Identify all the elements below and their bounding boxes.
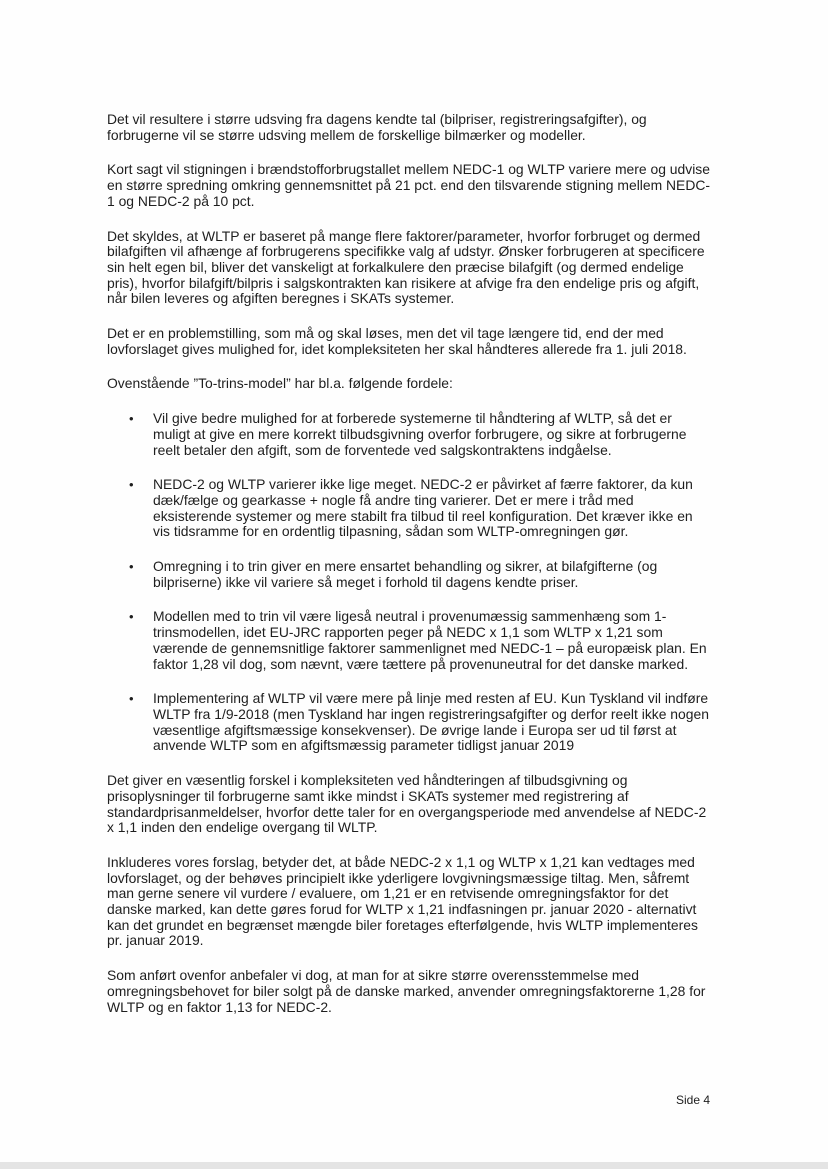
list-item-text: Vil give bedre mulighed for at forberede systemerne til håndtering af WLTP, så det er muligt at give en mere korrekt tilbudsgivning overfor forbrugere, og sikre at forbrugerne reelt betaler den afgift, som de forventede ved salgskontraktens indgåelse. (153, 410, 687, 458)
paragraph-1: Det vil resultere i større udsving fra dagens kendte tal (bilpriser, registreringsafgifter), og forbrugerne vil se større udsving mellem de forskellige bilmærker og modeller. (107, 111, 647, 143)
paragraph-6: Det giver en væsentlig forskel i kompleksiteten ved håndteringen af tilbudsgivning og prisoplysninger til forbrugerne samt ikke mindst i SKATs systemer med registrering af standardprisanmeldelser, hvorfor dette taler for en overgangsperiode med anvendelse af NEDC-2 x 1,1 inden den endelige overgang til WLTP. (107, 772, 707, 836)
paragraph-2: Kort sagt vil stigningen i brændstofforbrugstallet mellem NEDC-1 og WLTP variere mere og udvise en større spredning omkring gennemsnittet på 21 pct. end den tilsvarende stigning mellem NEDC-1 og NEDC-2 på 10 pct. (107, 161, 711, 209)
list-item-text: Modellen med to trin vil være ligeså neutral i provenumæssig sammenhæng som 1-trinsmodellen, idet EU-JRC rapporten peger på NEDC x 1,1 som WLTP x 1,21 som værende de gennemsnitlige faktorer sammenlignet med NEDC-1 – på europæisk plan. En faktor 1,28 vil dog, som nævnt, være tættere på provenuneutral for det danske marked. (153, 608, 707, 672)
list-item (107, 477, 712, 540)
list-item-text: Implementering af WLTP vil være mere på linje med resten af EU. Kun Tyskland vil indføre WLTP fra 1/9-2018 (men Tyskland har ingen registreringsafgifter og derfor reelt ikke nogen væsentlige afgiftsmæssige konsekvenser). De øvrige lande i Europa ser ud til først at anvende WLTP som en afgiftsmæssig parameter tidligst januar 2019 (153, 690, 709, 754)
bullet-icon: • (129, 559, 134, 575)
list-item (107, 609, 712, 672)
paragraph-3: Det skyldes, at WLTP er baseret på mange flere faktorer/parameter, hvorfor forbruget og dermed bilafgiften vil afhænge af forbrugerens specifikke valg af udstyr. Ønsker forbrugeren at specificere sin helt egen bil, bliver det vanskeligt at forkalkulere den præcise bilafgift (og dermed endelige pris), hvorfor bilafgift/bilpris i salgskontrakten kan risikere at afvige fra den endelige pris og afgift, når bilen leveres og afgiften beregnes i SKATs systemer. (107, 227, 705, 307)
advantages-list (107, 411, 712, 754)
paragraph-8: Som anført ovenfor anbefaler vi dog, at man for at sikre større overensstemmelse med omregningsbehovet for biler solgt på de danske marked, anvender omregningsfaktorerne 1,28 for WLTP og en faktor 1,13 for NEDC-2. (107, 967, 706, 1015)
paragraph-7: Inkluderes vores forslag, betyder det, at både NEDC-2 x 1,1 og WLTP x 1,21 kan vedtages med lovforslaget, og der behøves principielt ikke yderligere lovgivningsmæssige tiltag. Men, såfremt man gerne senere vil vurdere / evaluere, om 1,21 er en retvisende omregningsfaktor for det danske marked, kan dette gøres forud for WLTP x 1,21 indfasningen pr. januar 2020 - alternativt kan det grundet en begrænset mængde biler foretages efterfølgende, hvis WLTP implementeres pr. januar 2019. (107, 853, 698, 949)
paragraph-4: Det er en problemstilling, som må og skal løses, men det vil tage længere tid, end der med lovforslaget gives mulighed for, idet kompleksiteten her skal håndteres allerede fra 1. juli 2018. (107, 325, 687, 357)
bullet-icon: • (129, 411, 134, 427)
paragraph-5-intro: Ovenstående ”To-trins-model” har bl.a. følgende fordele: (107, 375, 453, 392)
list-item-text: NEDC-2 og WLTP varierer ikke lige meget. NEDC-2 er påvirket af færre faktorer, da kun dæk/fælge og gearkasse + nogle få andre ting varierer. Det er mere i tråd med eksisterende systemer og mere stabilt fra tilbud til reel konfiguration. Det kræver ikke en vis tidsramme for en ordentlig tilpasning, sådan som WLTP-omregningen gør. (153, 476, 693, 540)
list-item-text: Omregning i to trin giver en mere ensartet behandling og sikrer, at bilafgifterne (og bilpriserne) ikke vil variere så meget i forhold til dagens kendte priser. (153, 558, 658, 590)
list-item (107, 559, 712, 590)
list-item (107, 411, 712, 458)
bullet-icon: • (129, 691, 134, 707)
document-body (107, 112, 712, 1034)
list-item (107, 691, 712, 754)
page-number: Side 4 (675, 1093, 710, 1107)
bullet-icon: • (129, 477, 134, 493)
scan-bottom-edge (0, 1162, 828, 1169)
bullet-icon: • (129, 609, 134, 625)
